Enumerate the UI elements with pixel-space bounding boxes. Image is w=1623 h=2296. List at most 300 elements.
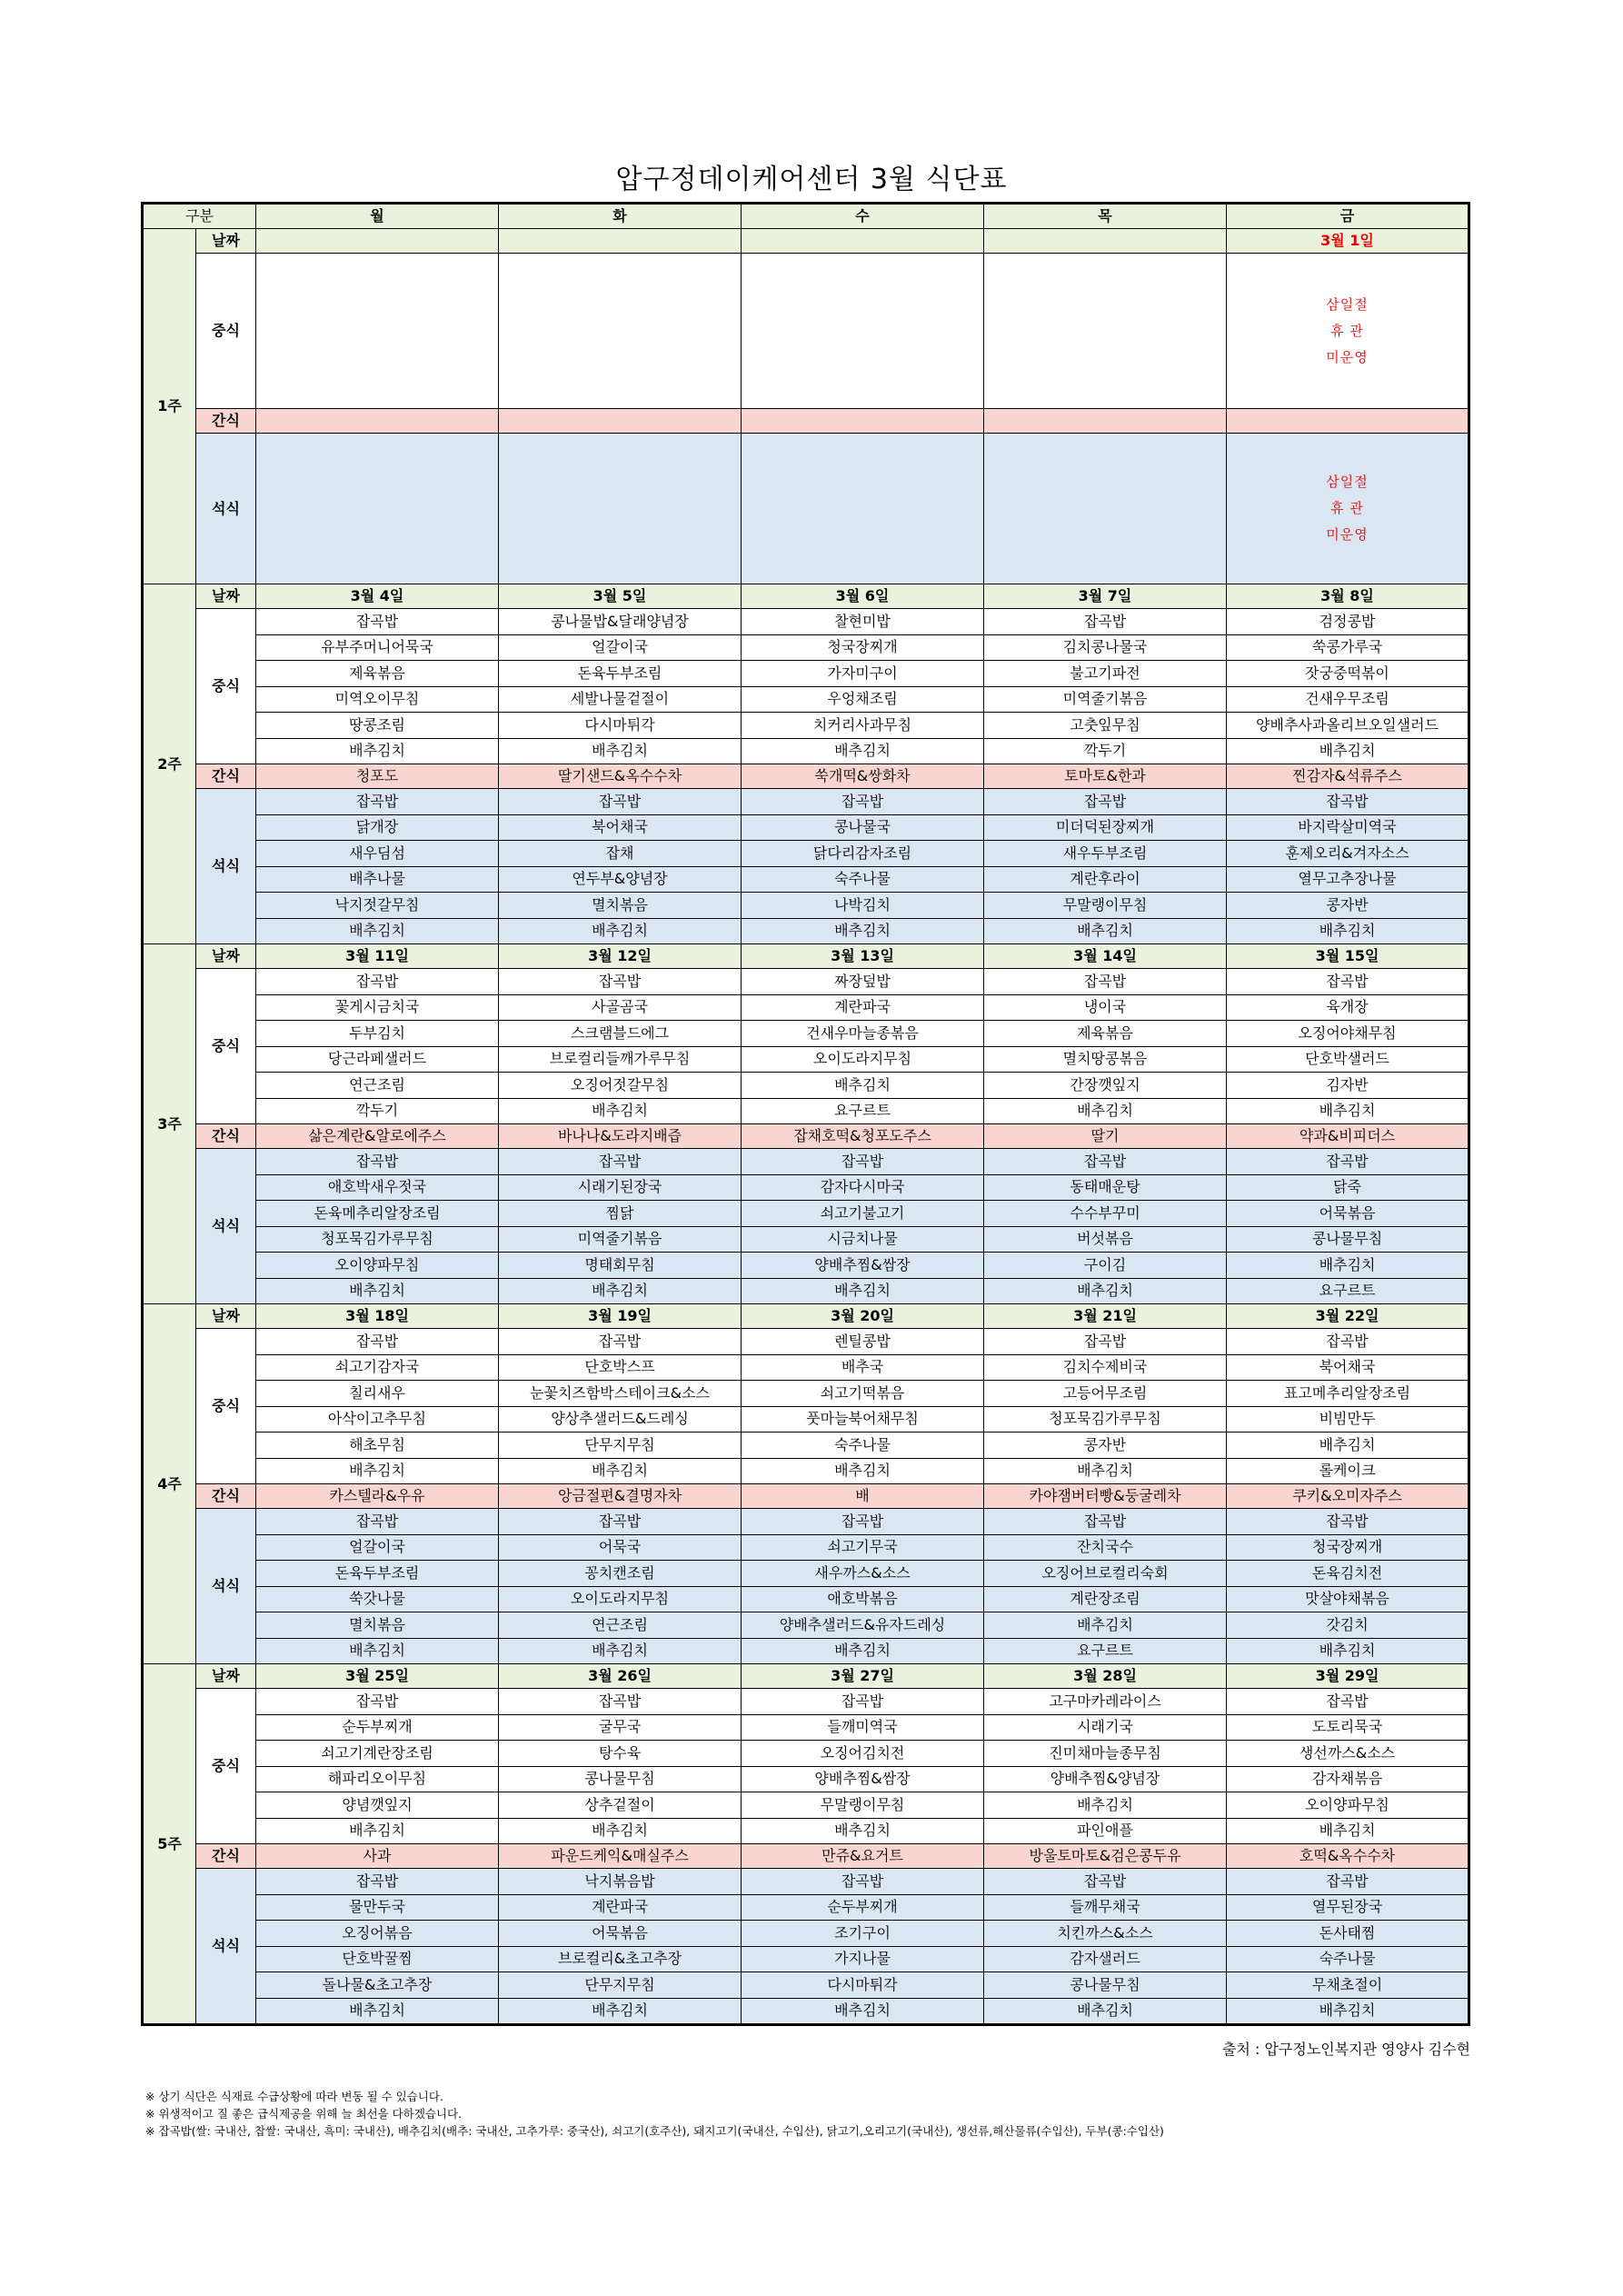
lunch-cell: 건새우마늘종볶음 — [742, 1021, 984, 1047]
dinner-cell: 잡곡밥 — [1227, 1149, 1469, 1175]
header-day: 목 — [984, 204, 1227, 229]
lunch-cell: 양배추찜&쌈장 — [742, 1766, 984, 1792]
lunch-cell: 오이양파무침 — [1227, 1792, 1469, 1819]
dinner-cell: 돈육김치전 — [1227, 1561, 1469, 1587]
header-row — [143, 204, 1469, 229]
lunch-cell: 잡곡밥 — [742, 1689, 984, 1715]
lunch-cell: 배추김치 — [1227, 1818, 1469, 1844]
dinner-cell: 어묵볶음 — [499, 1921, 742, 1947]
snack-row — [143, 1844, 1469, 1869]
lunch-cell: 배추김치 — [256, 1458, 499, 1484]
snack-row — [143, 1484, 1469, 1509]
lunch-cell: 표고메추리알장조림 — [1227, 1381, 1469, 1407]
lunch-label: 중식 — [196, 969, 256, 1124]
lunch-cell: 해초무침 — [256, 1433, 499, 1459]
dinner-cell: 오이도라지무침 — [499, 1586, 742, 1612]
dinner-cell: 나박김치 — [742, 893, 984, 919]
lunch-cell: 잣궁중떡볶이 — [1227, 661, 1469, 687]
lunch-cell: 오징어젓갈무침 — [499, 1073, 742, 1099]
dinner-cell: 치킨까스&소스 — [984, 1921, 1227, 1947]
snack-cell: 약과&비피더스 — [1227, 1124, 1469, 1149]
holiday-note: 휴 관 — [1330, 500, 1364, 516]
lunch-cell: 칠리새우 — [256, 1381, 499, 1407]
dinner-cell: 오이양파무침 — [256, 1253, 499, 1279]
dinner-cell: 잡곡밥 — [1227, 1869, 1469, 1895]
dinner-cell: 쑥갓나물 — [256, 1586, 499, 1612]
dinner-cell: 청국장찌개 — [1227, 1534, 1469, 1561]
lunch-cell: 배추김치 — [499, 1458, 742, 1484]
lunch-cell — [1227, 254, 1469, 409]
dinner-cell: 멸치볶음 — [256, 1612, 499, 1639]
lunch-row — [143, 1433, 1469, 1459]
lunch-row — [143, 969, 1469, 995]
lunch-row — [143, 1406, 1469, 1433]
date-label: 날짜 — [196, 584, 256, 609]
date-cell: 3월 6일 — [742, 584, 984, 609]
date-cell: 3월 18일 — [256, 1304, 499, 1329]
dinner-row — [143, 789, 1469, 815]
dinner-cell: 배추나물 — [256, 866, 499, 893]
dinner-cell: 수수부꾸미 — [984, 1201, 1227, 1227]
dinner-cell: 잡곡밥 — [499, 1149, 742, 1175]
lunch-cell: 양념깻잎지 — [256, 1792, 499, 1819]
date-cell: 3월 8일 — [1227, 584, 1469, 609]
footnote: ※ 위생적이고 질 좋은 급식제공을 위해 늘 최선을 다하겠습니다. — [145, 2107, 463, 2121]
snack-cell: 청포도 — [256, 764, 499, 789]
dinner-cell: 배추김치 — [984, 1612, 1227, 1639]
snack-label: 간식 — [196, 1844, 256, 1869]
lunch-row — [143, 713, 1469, 739]
dinner-cell: 연두부&양념장 — [499, 866, 742, 893]
lunch-cell: 굴무국 — [499, 1714, 742, 1741]
date-cell: 3월 14일 — [984, 944, 1227, 969]
date-label: 날짜 — [196, 229, 256, 254]
lunch-cell: 유부주머니어묵국 — [256, 634, 499, 661]
lunch-cell: 연근조림 — [256, 1073, 499, 1099]
header-day: 화 — [499, 204, 742, 229]
dinner-cell: 콩자반 — [1227, 893, 1469, 919]
lunch-cell: 배추김치 — [1227, 1433, 1469, 1459]
holiday-note: 휴 관 — [1330, 322, 1364, 339]
snack-cell — [256, 409, 499, 434]
lunch-cell: 콩나물밥&달래양념장 — [499, 609, 742, 635]
dinner-cell: 잡곡밥 — [742, 1149, 984, 1175]
dinner-row — [143, 814, 1469, 841]
lunch-cell: 눈꽃치즈함박스테이크&소스 — [499, 1381, 742, 1407]
lunch-cell: 상추겉절이 — [499, 1792, 742, 1819]
lunch-row — [143, 686, 1469, 713]
dinner-row — [143, 1509, 1469, 1535]
dinner-cell: 단호박꿀찜 — [256, 1946, 499, 1972]
dinner-row — [143, 1149, 1469, 1175]
dinner-label: 석식 — [196, 1869, 256, 2025]
dinner-cell: 숙주나물 — [1227, 1946, 1469, 1972]
header-gubun: 구분 — [143, 204, 256, 229]
lunch-cell: 오징어김치전 — [742, 1741, 984, 1767]
dinner-cell: 애호박볶음 — [742, 1586, 984, 1612]
lunch-cell: 풋마늘북어채무침 — [742, 1406, 984, 1433]
dinner-label: 석식 — [196, 434, 256, 584]
week-label: 1주 — [143, 229, 196, 584]
dinner-cell: 배추김치 — [499, 1638, 742, 1664]
dinner-cell — [499, 434, 742, 584]
dinner-cell: 새우까스&소스 — [742, 1561, 984, 1587]
snack-cell: 잡채호떡&청포도주스 — [742, 1124, 984, 1149]
date-cell: 3월 28일 — [984, 1664, 1227, 1689]
dinner-cell: 동태매운탕 — [984, 1174, 1227, 1201]
dinner-cell: 배추김치 — [742, 918, 984, 944]
dinner-cell: 잡곡밥 — [742, 789, 984, 815]
date-cell: 3월 7일 — [984, 584, 1227, 609]
dinner-cell: 잡곡밥 — [984, 1509, 1227, 1535]
dinner-label: 석식 — [196, 789, 256, 944]
date-cell: 3월 1일 — [1227, 229, 1469, 254]
page-title: 압구정데이케어센터 3월 식단표 — [615, 164, 1008, 195]
lunch-cell — [256, 254, 499, 409]
dinner-cell: 갓김치 — [1227, 1612, 1469, 1639]
lunch-row — [143, 1766, 1469, 1792]
lunch-cell: 간장깻잎지 — [984, 1073, 1227, 1099]
dinner-cell — [256, 434, 499, 584]
dinner-cell: 잡채 — [499, 841, 742, 867]
dinner-cell: 얼갈이국 — [256, 1534, 499, 1561]
dinner-cell: 쇠고기불고기 — [742, 1201, 984, 1227]
dinner-cell: 잡곡밥 — [1227, 789, 1469, 815]
dinner-row — [143, 1226, 1469, 1253]
date-label: 날짜 — [196, 1664, 256, 1689]
dinner-cell: 배추김치 — [1227, 918, 1469, 944]
date-cell: 3월 11일 — [256, 944, 499, 969]
footnote: ※ 상기 식단은 식재료 수급상황에 따라 변동 될 수 있습니다. — [145, 2090, 443, 2103]
lunch-row — [143, 1458, 1469, 1484]
dinner-cell: 콩나물국 — [742, 814, 984, 841]
lunch-cell: 오징어야채무침 — [1227, 1021, 1469, 1047]
dinner-cell: 새우딤섬 — [256, 841, 499, 867]
dinner-cell: 배추김치 — [499, 1998, 742, 2025]
dinner-cell: 북어채국 — [499, 814, 742, 841]
date-cell: 3월 21일 — [984, 1304, 1227, 1329]
lunch-cell — [499, 254, 742, 409]
dinner-cell: 단무지무침 — [499, 1972, 742, 1999]
lunch-cell: 김치수제비국 — [984, 1354, 1227, 1381]
dinner-cell: 맛살야채볶음 — [1227, 1586, 1469, 1612]
lunch-cell: 시래기국 — [984, 1714, 1227, 1741]
lunch-cell: 육개장 — [1227, 994, 1469, 1021]
snack-cell: 딸기 — [984, 1124, 1227, 1149]
dinner-cell: 꽁치캔조림 — [499, 1561, 742, 1587]
dinner-row — [143, 918, 1469, 944]
lunch-cell: 김치콩나물국 — [984, 634, 1227, 661]
snack-label: 간식 — [196, 764, 256, 789]
lunch-cell: 고춧잎무침 — [984, 713, 1227, 739]
dinner-cell: 배추김치 — [984, 1278, 1227, 1304]
dinner-cell: 감자다시마국 — [742, 1174, 984, 1201]
snack-cell: 파운드케익&매실주스 — [499, 1844, 742, 1869]
lunch-cell: 깍두기 — [984, 738, 1227, 764]
lunch-cell: 배추김치 — [742, 1818, 984, 1844]
lunch-cell: 잡곡밥 — [499, 1689, 742, 1715]
dinner-cell: 배추김치 — [256, 918, 499, 944]
lunch-row — [143, 634, 1469, 661]
lunch-cell: 땅콩조림 — [256, 713, 499, 739]
dinner-row — [143, 1894, 1469, 1921]
lunch-cell: 제육볶음 — [984, 1021, 1227, 1047]
dinner-cell: 들깨무채국 — [984, 1894, 1227, 1921]
dinner-cell: 어묵볶음 — [1227, 1201, 1469, 1227]
dinner-cell: 미더덕된장찌개 — [984, 814, 1227, 841]
dinner-row — [143, 1278, 1469, 1304]
lunch-cell: 콩나물무침 — [499, 1766, 742, 1792]
date-cell: 3월 27일 — [742, 1664, 984, 1689]
dinner-cell: 배추김치 — [984, 918, 1227, 944]
lunch-cell: 우엉채조림 — [742, 686, 984, 713]
dinner-cell: 계란장조림 — [984, 1586, 1227, 1612]
lunch-cell: 비빔만두 — [1227, 1406, 1469, 1433]
dinner-cell: 브로컬리&초고추장 — [499, 1946, 742, 1972]
lunch-cell: 순두부찌개 — [256, 1714, 499, 1741]
lunch-cell: 잡곡밥 — [1227, 1689, 1469, 1715]
date-row — [143, 1664, 1469, 1689]
date-cell — [499, 229, 742, 254]
date-cell: 3월 5일 — [499, 584, 742, 609]
lunch-cell: 다시마튀각 — [499, 713, 742, 739]
dinner-row — [143, 1638, 1469, 1664]
date-cell: 3월 29일 — [1227, 1664, 1469, 1689]
dinner-cell: 배추김치 — [256, 1638, 499, 1664]
lunch-cell: 제육볶음 — [256, 661, 499, 687]
snack-cell — [984, 409, 1227, 434]
lunch-cell: 배추김치 — [499, 738, 742, 764]
dinner-cell: 잡곡밥 — [256, 1869, 499, 1895]
lunch-cell: 아삭이고추무침 — [256, 1406, 499, 1433]
header-day: 월 — [256, 204, 499, 229]
lunch-cell: 생선까스&소스 — [1227, 1741, 1469, 1767]
snack-cell: 바나나&도라지배즙 — [499, 1124, 742, 1149]
week-label: 5주 — [143, 1664, 196, 2025]
dinner-cell: 열무된장국 — [1227, 1894, 1469, 1921]
lunch-cell: 검정콩밥 — [1227, 609, 1469, 635]
dinner-cell: 계란파국 — [499, 1894, 742, 1921]
dinner-cell: 명태회무침 — [499, 1253, 742, 1279]
dinner-cell: 양배추샐러드&유자드레싱 — [742, 1612, 984, 1639]
dinner-cell: 새우두부조림 — [984, 841, 1227, 867]
dinner-cell: 구이김 — [984, 1253, 1227, 1279]
dinner-cell: 감자샐러드 — [984, 1946, 1227, 1972]
holiday-note: 미운영 — [1326, 348, 1369, 365]
lunch-cell: 배추김치 — [499, 1098, 742, 1124]
lunch-cell: 찰현미밥 — [742, 609, 984, 635]
dinner-cell: 무채초절이 — [1227, 1972, 1469, 1999]
dinner-cell: 시래기된장국 — [499, 1174, 742, 1201]
lunch-cell: 배추김치 — [1227, 738, 1469, 764]
lunch-row — [143, 1818, 1469, 1844]
dinner-row — [143, 1869, 1469, 1895]
snack-cell: 쑥개떡&쌍화차 — [742, 764, 984, 789]
week-label: 3주 — [143, 944, 196, 1304]
lunch-cell: 무말랭이무침 — [742, 1792, 984, 1819]
lunch-cell: 오이도라지무침 — [742, 1046, 984, 1073]
lunch-label: 중식 — [196, 254, 256, 409]
dinner-cell: 배추김치 — [256, 1278, 499, 1304]
lunch-row — [143, 1354, 1469, 1381]
lunch-row — [143, 1021, 1469, 1047]
snack-cell: 만쥬&요거트 — [742, 1844, 984, 1869]
dinner-cell: 열무고추장나물 — [1227, 866, 1469, 893]
lunch-cell: 쇠고기감자국 — [256, 1354, 499, 1381]
dinner-cell: 멸치볶음 — [499, 893, 742, 919]
lunch-cell: 치커리사과무침 — [742, 713, 984, 739]
dinner-cell: 배추김치 — [499, 918, 742, 944]
dinner-cell: 배추김치 — [984, 1998, 1227, 2025]
snack-cell — [499, 409, 742, 434]
footnote: ※ 잡곡밥(쌀: 국내산, 찹쌀: 국내산, 흑미: 국내산), 배추김치(배추: 국내산, 고추가루: 중국산), 쇠고기(호주산), 돼지고기(국내산, 수입산), 닭고기,오리고기(국내산), 생선류,해산물류(수입산), 두부(콩:수입산) — [145, 2124, 1164, 2138]
header-day: 수 — [742, 204, 984, 229]
dinner-cell: 배추김치 — [256, 1998, 499, 2025]
dinner-row — [143, 1586, 1469, 1612]
date-cell: 3월 22일 — [1227, 1304, 1469, 1329]
snack-cell: 토마토&한과 — [984, 764, 1227, 789]
lunch-cell: 단무지무침 — [499, 1433, 742, 1459]
snack-row — [143, 764, 1469, 789]
date-cell — [984, 229, 1227, 254]
lunch-row — [143, 1046, 1469, 1073]
dinner-cell: 쇠고기무국 — [742, 1534, 984, 1561]
source-credit: 출처 : 압구정노인복지관 영양사 김수현 — [1221, 2041, 1470, 2058]
dinner-cell: 낙지젓갈무침 — [256, 893, 499, 919]
snack-cell: 사과 — [256, 1844, 499, 1869]
lunch-cell: 두부김치 — [256, 1021, 499, 1047]
date-cell — [256, 229, 499, 254]
lunch-cell: 고등어무조림 — [984, 1381, 1227, 1407]
snack-row — [143, 409, 1469, 434]
dinner-cell: 연근조림 — [499, 1612, 742, 1639]
dinner-row — [143, 1534, 1469, 1561]
lunch-label: 중식 — [196, 1329, 256, 1484]
date-cell: 3월 25일 — [256, 1664, 499, 1689]
dinner-cell: 잔치국수 — [984, 1534, 1227, 1561]
lunch-cell: 당근라페샐러드 — [256, 1046, 499, 1073]
snack-row — [143, 1124, 1469, 1149]
dinner-cell: 오징어브로컬리숙회 — [984, 1561, 1227, 1587]
lunch-cell: 파인애플 — [984, 1818, 1227, 1844]
lunch-cell: 냉이국 — [984, 994, 1227, 1021]
lunch-row — [143, 254, 1469, 409]
lunch-cell: 돈육두부조림 — [499, 661, 742, 687]
lunch-cell: 배추김치 — [984, 1458, 1227, 1484]
dinner-cell: 계란후라이 — [984, 866, 1227, 893]
dinner-row — [143, 1972, 1469, 1999]
dinner-cell: 잡곡밥 — [256, 789, 499, 815]
lunch-cell: 계란파국 — [742, 994, 984, 1021]
date-cell: 3월 20일 — [742, 1304, 984, 1329]
dinner-cell: 배추김치 — [499, 1278, 742, 1304]
dinner-cell: 버섯볶음 — [984, 1226, 1227, 1253]
dinner-cell: 다시마튀각 — [742, 1972, 984, 1999]
dinner-cell: 미역줄기볶음 — [499, 1226, 742, 1253]
week-label: 2주 — [143, 584, 196, 944]
lunch-cell: 깍두기 — [256, 1098, 499, 1124]
dinner-row — [143, 1201, 1469, 1227]
holiday-note: 삼일절 — [1326, 474, 1369, 490]
lunch-label: 중식 — [196, 1689, 256, 1844]
lunch-cell: 배추김치 — [256, 738, 499, 764]
holiday-note: 미운영 — [1326, 526, 1369, 543]
snack-cell: 배 — [742, 1484, 984, 1509]
date-cell: 3월 4일 — [256, 584, 499, 609]
dinner-cell: 오징어볶음 — [256, 1921, 499, 1947]
lunch-cell: 숙주나물 — [742, 1433, 984, 1459]
dinner-cell: 요구르트 — [1227, 1278, 1469, 1304]
holiday-note: 삼일절 — [1326, 295, 1369, 313]
lunch-cell: 감자채볶음 — [1227, 1766, 1469, 1792]
dinner-cell: 배추김치 — [742, 1638, 984, 1664]
snack-cell: 앙금절편&결명자차 — [499, 1484, 742, 1509]
date-cell: 3월 15일 — [1227, 944, 1469, 969]
lunch-cell: 북어채국 — [1227, 1354, 1469, 1381]
dinner-cell: 닭개장 — [256, 814, 499, 841]
dinner-cell: 잡곡밥 — [256, 1149, 499, 1175]
lunch-cell: 세발나물겉절이 — [499, 686, 742, 713]
lunch-cell: 양상추샐러드&드레싱 — [499, 1406, 742, 1433]
lunch-cell: 배추김치 — [742, 738, 984, 764]
lunch-cell: 가자미구이 — [742, 661, 984, 687]
dinner-row — [143, 1921, 1469, 1947]
lunch-cell: 김자반 — [1227, 1073, 1469, 1099]
dinner-cell: 배추김치 — [1227, 1638, 1469, 1664]
lunch-cell: 잡곡밥 — [256, 609, 499, 635]
lunch-cell: 해파리오이무침 — [256, 1766, 499, 1792]
dinner-cell: 잡곡밥 — [984, 789, 1227, 815]
dinner-cell: 돌나물&초고추장 — [256, 1972, 499, 1999]
dinner-cell: 가지나물 — [742, 1946, 984, 1972]
dinner-cell: 배추김치 — [1227, 1998, 1469, 2025]
lunch-cell: 짜장덮밥 — [742, 969, 984, 995]
lunch-cell: 고구마카레라이스 — [984, 1689, 1227, 1715]
dinner-cell: 바지락살미역국 — [1227, 814, 1469, 841]
date-row — [143, 584, 1469, 609]
dinner-cell: 콩나물무침 — [1227, 1226, 1469, 1253]
dinner-cell: 찜닭 — [499, 1201, 742, 1227]
lunch-row — [143, 994, 1469, 1021]
lunch-cell: 배추김치 — [984, 1098, 1227, 1124]
lunch-cell: 잡곡밥 — [984, 609, 1227, 635]
snack-cell: 호떡&옥수수차 — [1227, 1844, 1469, 1869]
lunch-cell: 잡곡밥 — [256, 969, 499, 995]
lunch-cell: 잡곡밥 — [1227, 969, 1469, 995]
dinner-cell: 잡곡밥 — [984, 1869, 1227, 1895]
lunch-cell: 얼갈이국 — [499, 634, 742, 661]
lunch-cell: 사골곰국 — [499, 994, 742, 1021]
header-day: 금 — [1227, 204, 1469, 229]
dinner-cell: 잡곡밥 — [499, 789, 742, 815]
lunch-cell: 미역줄기볶음 — [984, 686, 1227, 713]
lunch-cell: 진미채마늘종무침 — [984, 1741, 1227, 1767]
date-row — [143, 229, 1469, 254]
lunch-cell: 잡곡밥 — [256, 1329, 499, 1355]
date-cell: 3월 12일 — [499, 944, 742, 969]
dinner-cell: 잡곡밥 — [256, 1509, 499, 1535]
dinner-row — [143, 1612, 1469, 1639]
lunch-cell — [984, 254, 1227, 409]
lunch-row — [143, 609, 1469, 635]
snack-label: 간식 — [196, 1124, 256, 1149]
lunch-cell: 들깨미역국 — [742, 1714, 984, 1741]
lunch-cell: 청포묵김가루무침 — [984, 1406, 1227, 1433]
dinner-cell — [742, 434, 984, 584]
dinner-cell: 배추김치 — [742, 1998, 984, 2025]
dinner-row — [143, 434, 1469, 584]
dinner-cell: 청포묵김가루무침 — [256, 1226, 499, 1253]
